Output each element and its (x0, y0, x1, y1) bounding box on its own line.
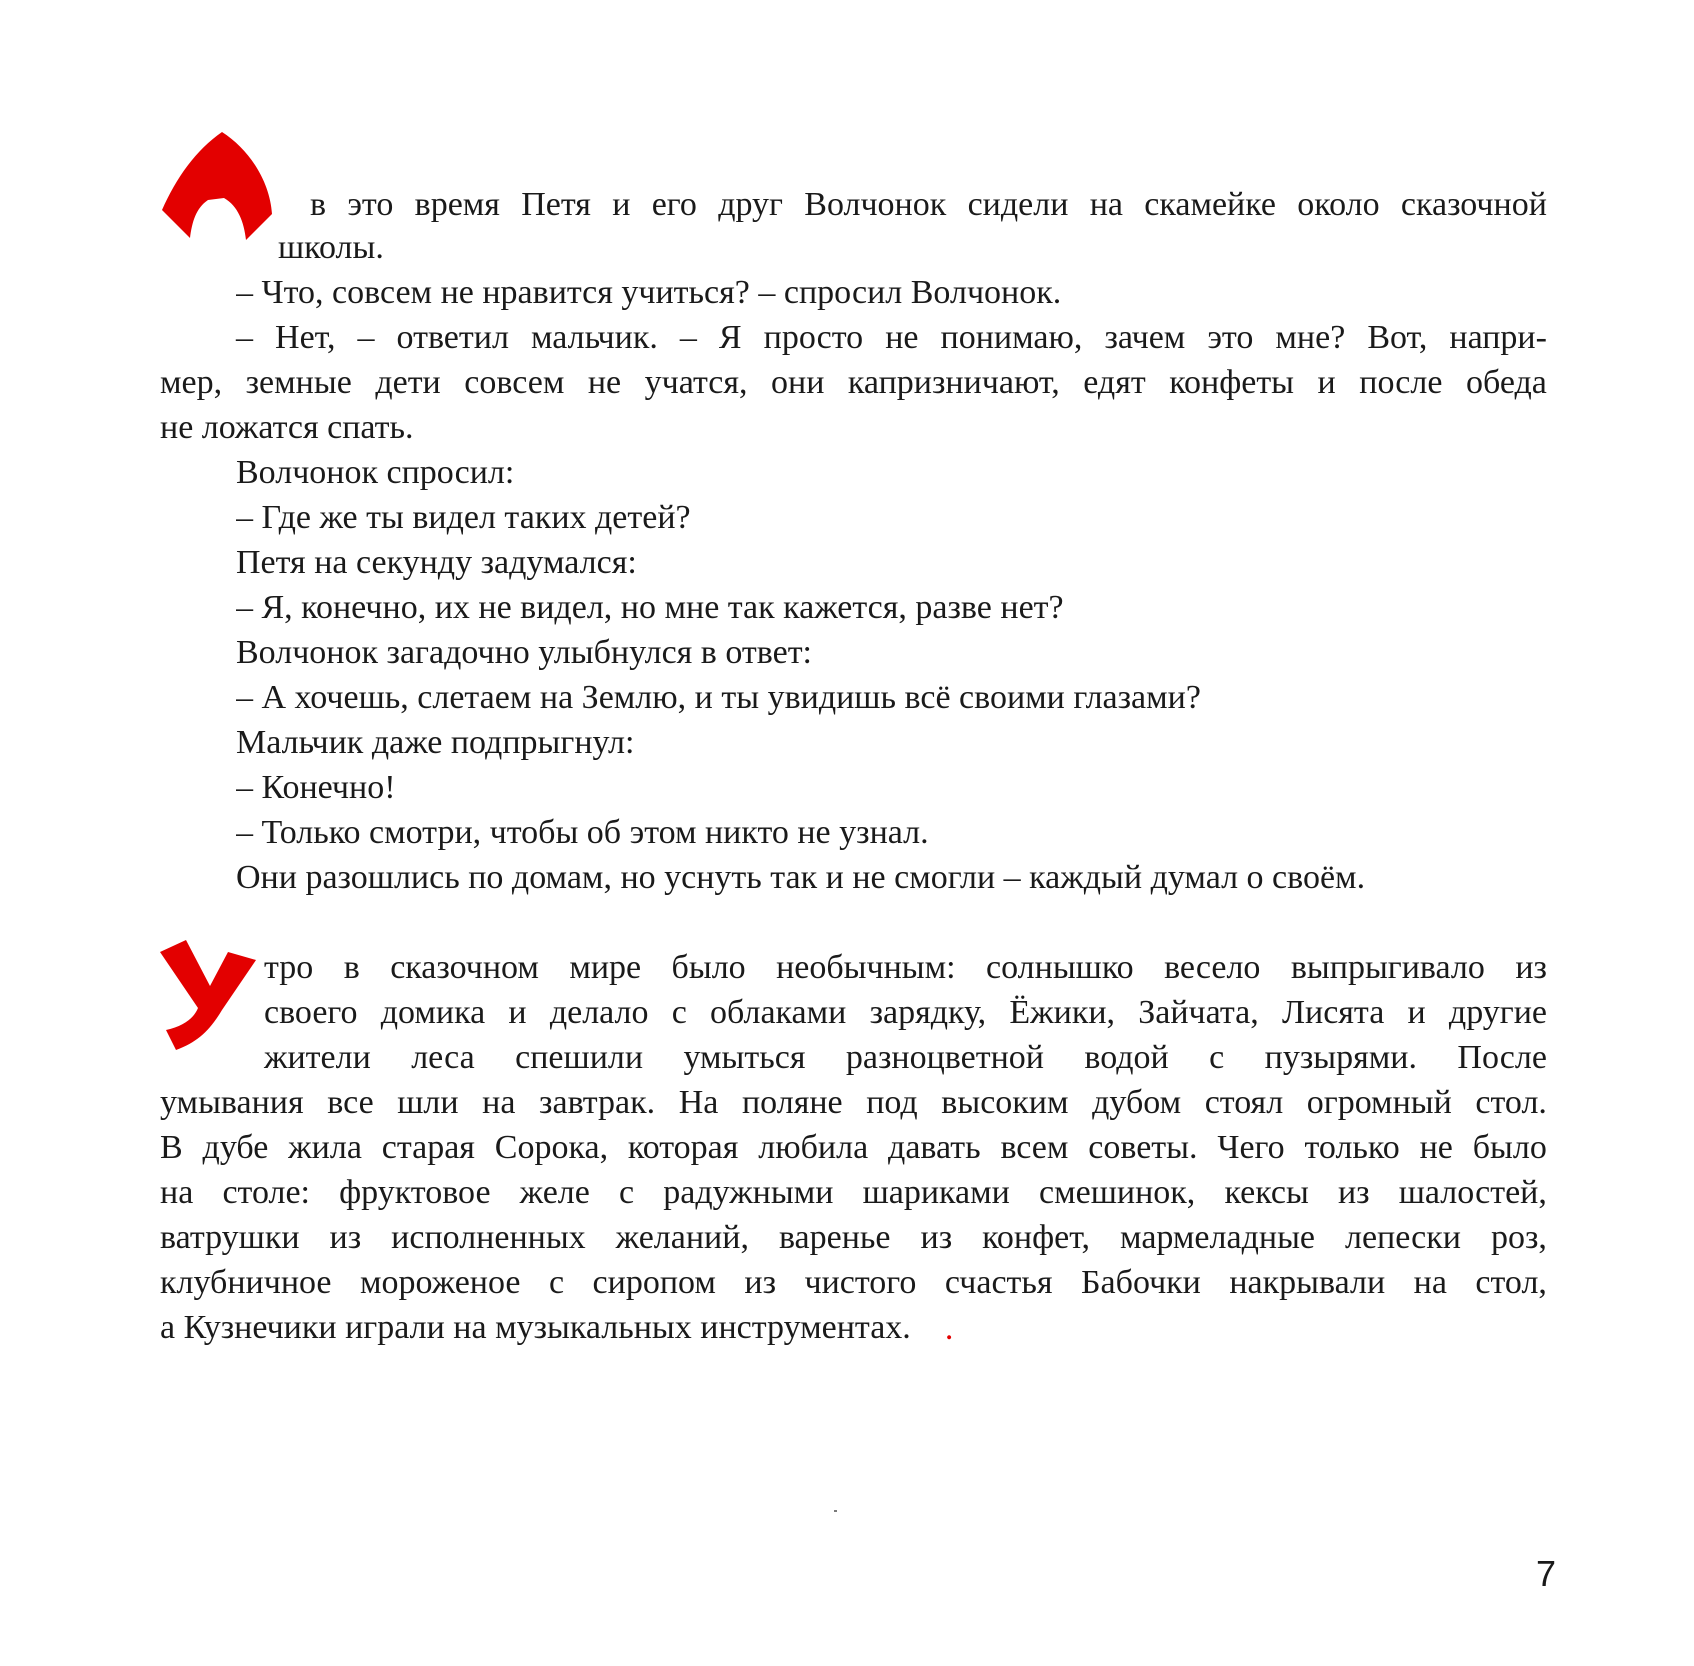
first-line-word: в (310, 186, 327, 223)
text-line: Они разошлись по домам, но уснуть так и не смогли – каждый думал о своём. (236, 859, 1366, 896)
text-line: Волчонок загадочно улыбнулся в ответ: (236, 634, 813, 671)
text-line-justified: умывания все шли на завтрак. На поляне под высоким дубом стоял огромный стол. (160, 1084, 1547, 1121)
text-line: Мальчик даже подпрыгнул: (236, 724, 635, 761)
text-line-justified: тро в сказочном мире было необычным: солнышко весело выпрыгивало из (264, 949, 1547, 986)
print-speck (834, 1510, 837, 1512)
text-line-justified: В дубе жила старая Сорока, которая любила давать всем советы. Чего только не было (160, 1129, 1547, 1166)
text-line: – Где же ты видел таких детей? (236, 499, 691, 536)
text-line: – Только смотри, чтобы об этом никто не узнал. (236, 814, 929, 851)
page-number: 7 (1536, 1553, 1557, 1594)
text-line: – Что, совсем не нравится учиться? – спросил Волчонок. (236, 274, 1062, 311)
text-line-justified: жители леса спешили умыться разноцветной водой с пузырями. После (264, 1039, 1547, 1076)
text-line: Волчонок спросил: (236, 454, 515, 491)
text-line: а Кузнечики играли на музыкальных инструментах. (160, 1309, 911, 1346)
text-line: – Конечно! (236, 769, 396, 806)
red-period: . (944, 1310, 954, 1347)
text-line-justified: своего домика и делало с облаками зарядку, Ёжики, Зайчата, Лисята и другие (264, 994, 1547, 1031)
text-line-justified: ватрушки из исполненных желаний, варенье из конфет, мармеладные лепески роз, (160, 1219, 1547, 1256)
drop-cap-u (158, 938, 260, 1056)
drop-cap-a-counter (206, 216, 228, 238)
section1-first-line: в это время Петя и его друг Волчонок сидели на скамейке около сказочной (310, 182, 1547, 228)
text-line: школы. (278, 229, 384, 266)
text-line: не ложатся спать. (160, 409, 414, 446)
text-line-justified: мер, земные дети совсем не учатся, они капризничают, едят конфеты и после обеда (160, 364, 1547, 401)
text-line-justified: на столе: фруктовое желе с радужными шариками смешинок, кексы из шалостей, (160, 1174, 1547, 1211)
text-line: – Я, конечно, их не видел, но мне так кажется, разве нет? (236, 589, 1064, 626)
drop-cap-a (160, 130, 276, 246)
text-line-justified: – Нет, – ответил мальчик. – Я просто не понимаю, зачем это мне? Вот, напри- (236, 319, 1547, 356)
text-line-justified: клубничное мороженое с сиропом из чистого счастья . Бабочки накрывали на стол, (160, 1260, 1547, 1306)
text-line: – А хочешь, слетаем на Землю, и ты увидишь всё своими глазами? (236, 679, 1201, 716)
drop-cap-u-shape (160, 940, 256, 1050)
text-line: Петя на секунду задумался: (236, 544, 637, 581)
